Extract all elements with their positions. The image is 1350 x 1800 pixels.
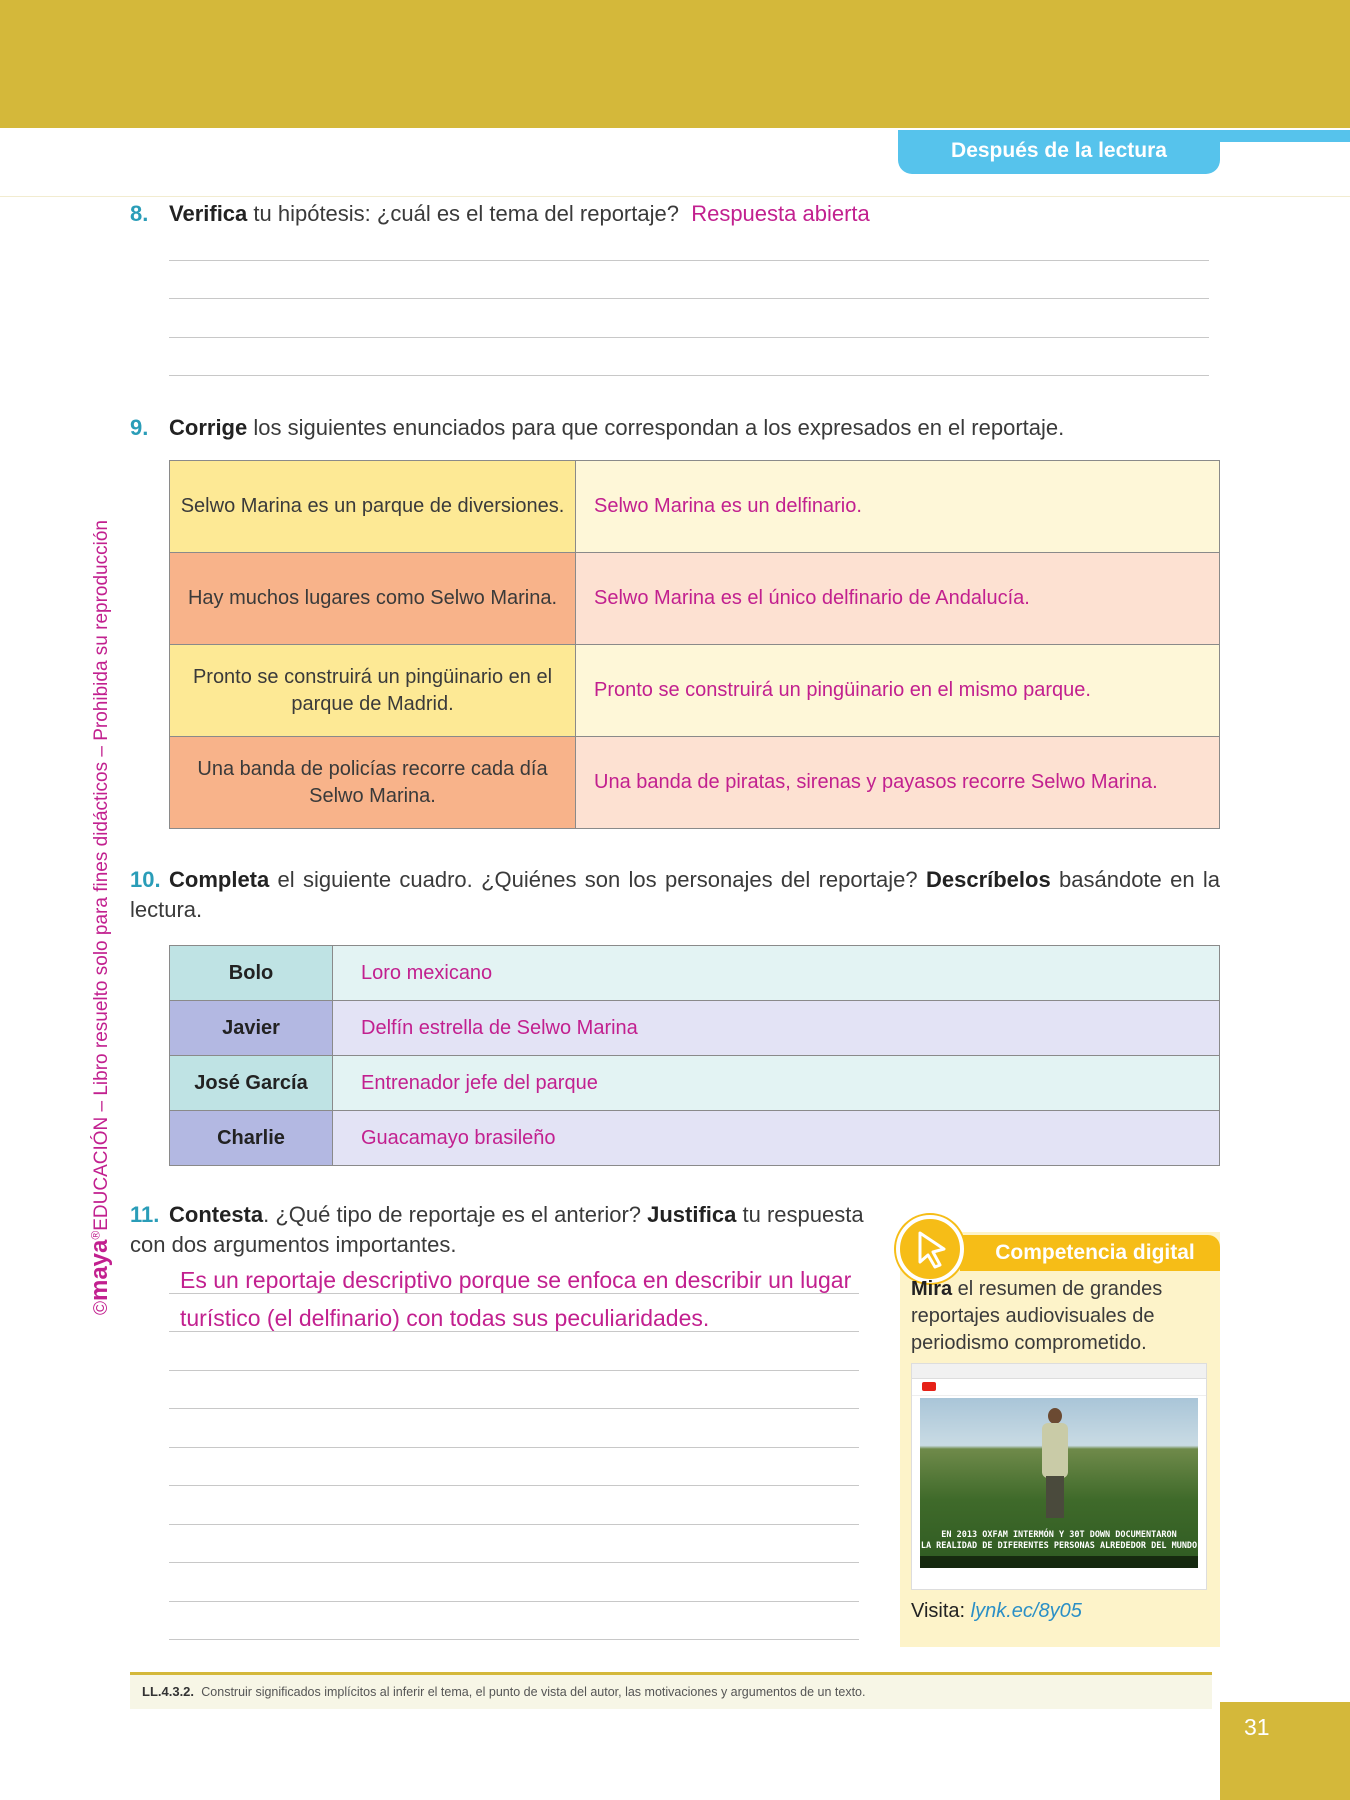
copyright-symbol: © xyxy=(91,1301,112,1315)
character-name: José García xyxy=(170,1056,333,1111)
question-number: 8. xyxy=(130,201,149,226)
answer-line xyxy=(169,337,1209,338)
question-text: los siguientes enunciados para que correspondan a los expresados en el reportaje. xyxy=(247,415,1065,440)
cursor-icon xyxy=(896,1215,964,1283)
answer-text: Respuesta abierta xyxy=(691,201,870,226)
answer-line xyxy=(169,1639,859,1640)
answer-line xyxy=(169,1524,859,1525)
character-description: Delfín estrella de Selwo Marina xyxy=(333,1001,1220,1056)
answer-line xyxy=(169,1331,859,1332)
answer-line xyxy=(169,1447,859,1448)
answer-text: Es un reportaje descriptivo porque se enfoca en describir un lugar xyxy=(180,1267,852,1293)
table-row xyxy=(170,553,1220,645)
section-tab: Después de la lectura xyxy=(898,130,1220,174)
question-10 xyxy=(130,865,1220,925)
question-verb: Verifica xyxy=(169,201,248,226)
youtube-header xyxy=(912,1379,1206,1396)
video-caption-line: EN 2013 OXFAM INTERMÓN Y 30T DOWN DOCUMENTARON xyxy=(941,1530,1177,1540)
statement-cell: Selwo Marina es un parque de diversiones. xyxy=(170,461,576,553)
statement-cell: Pronto se construirá un pingüinario en el parque de Madrid. xyxy=(170,645,576,737)
corrections-table xyxy=(169,460,1220,829)
question-text: el siguiente cuadro. ¿Quiénes son los personajes del reportaje? xyxy=(269,867,926,892)
answer-line xyxy=(169,1293,859,1294)
character-name: Javier xyxy=(170,1001,333,1056)
page-number: 31 xyxy=(1220,1702,1350,1800)
farmer-figure xyxy=(1040,1408,1068,1518)
video-controls[interactable] xyxy=(920,1556,1198,1568)
table-row xyxy=(170,461,1220,553)
side-copyright xyxy=(86,520,114,1315)
character-description: Loro mexicano xyxy=(333,946,1220,1001)
correction-cell: Pronto se construirá un pingüinario en el mismo parque. xyxy=(576,645,1220,737)
header-divider xyxy=(0,196,1350,197)
answer-line xyxy=(169,260,1209,261)
table-row xyxy=(170,645,1220,737)
correction-cell: Una banda de piratas, sirenas y payasos recorre Selwo Marina. xyxy=(576,737,1220,829)
statement-cell: Una banda de policías recorre cada día Selwo Marina. xyxy=(170,737,576,829)
answer-line xyxy=(169,375,1209,376)
question-text: . ¿Qué tipo de reportaje es el anterior? xyxy=(263,1202,648,1227)
copyright-text: EDUCACIÓN – Libro resuelto solo para fines didácticos – Prohibida su reproducción xyxy=(91,520,112,1231)
answer-text: turístico (el delfinario) con todas sus peculiaridades. xyxy=(180,1305,710,1331)
character-name: Charlie xyxy=(170,1111,333,1166)
question-11 xyxy=(130,1200,870,1260)
curriculum-code: LL.4.3.2. xyxy=(142,1684,195,1699)
table-row xyxy=(170,946,1220,1001)
correction-cell: Selwo Marina es un delfinario. xyxy=(576,461,1220,553)
answer-line xyxy=(169,1408,859,1409)
video-caption-line: LA REALIDAD DE DIFERENTES PERSONAS ALREDEDOR DEL MUNDO xyxy=(920,1541,1198,1551)
question-text: tu respuesta con dos argumentos importantes. xyxy=(130,1202,864,1257)
correction-cell: Selwo Marina es el único delfinario de Andalucía. xyxy=(576,553,1220,645)
answer-line xyxy=(169,298,1209,299)
box-verb: Mira xyxy=(911,1278,953,1300)
characters-table xyxy=(169,945,1220,1166)
question-verb: Completa xyxy=(169,867,270,892)
digital-competence-text xyxy=(911,1276,1211,1357)
visit-link[interactable]: lynk.ec/8y05 xyxy=(970,1600,1082,1622)
character-name: Bolo xyxy=(170,946,333,1001)
table-row xyxy=(170,1111,1220,1166)
top-color-band xyxy=(0,0,1350,128)
curriculum-description: Construir significados implícitos al inferir el tema, el punto de vista del autor, las motivaciones y argumentos de un texto. xyxy=(201,1685,866,1699)
digital-competence-title: Competencia digital xyxy=(960,1235,1220,1271)
table-row xyxy=(170,737,1220,829)
youtube-logo-icon xyxy=(922,1382,936,1391)
question-number: 11. xyxy=(130,1202,160,1227)
question-verb: Justifica xyxy=(647,1202,737,1227)
brand-logo: maya xyxy=(86,1239,113,1301)
answer-line xyxy=(169,1485,859,1486)
character-description: Guacamayo brasileño xyxy=(333,1111,1220,1166)
browser-bar xyxy=(912,1364,1206,1379)
question-verb: Descríbelos xyxy=(925,867,1051,892)
character-description: Entrenador jefe del parque xyxy=(333,1056,1220,1111)
question-number: 9. xyxy=(130,415,149,440)
video-thumbnail[interactable] xyxy=(911,1363,1207,1590)
tab-tail xyxy=(1215,130,1350,142)
video-frame xyxy=(920,1398,1198,1568)
registered-mark: ® xyxy=(88,1230,103,1240)
question-text: tu hipótesis: ¿cuál es el tema del reportaje? xyxy=(247,201,679,226)
answer-line xyxy=(169,1370,859,1371)
answer-line xyxy=(169,1601,859,1602)
video-caption xyxy=(920,1530,1198,1552)
answer-line xyxy=(169,1562,859,1563)
visit-line xyxy=(911,1600,1082,1623)
question-verb: Corrige xyxy=(169,415,248,440)
table-row xyxy=(170,1056,1220,1111)
statement-cell: Hay muchos lugares como Selwo Marina. xyxy=(170,553,576,645)
question-verb: Contesta xyxy=(169,1202,264,1227)
curriculum-reference xyxy=(142,1684,865,1699)
table-row xyxy=(170,1001,1220,1056)
question-9 xyxy=(130,413,1064,443)
cursor-icon-graphic xyxy=(900,1219,960,1279)
visit-label: Visita: xyxy=(911,1600,971,1622)
question-number: 10. xyxy=(130,867,161,892)
box-description: el resumen de grandes reportajes audiovisuales de periodismo comprometido. xyxy=(911,1278,1163,1354)
question-8 xyxy=(130,199,870,229)
question-text: basándote en la lectura. xyxy=(130,867,1220,922)
